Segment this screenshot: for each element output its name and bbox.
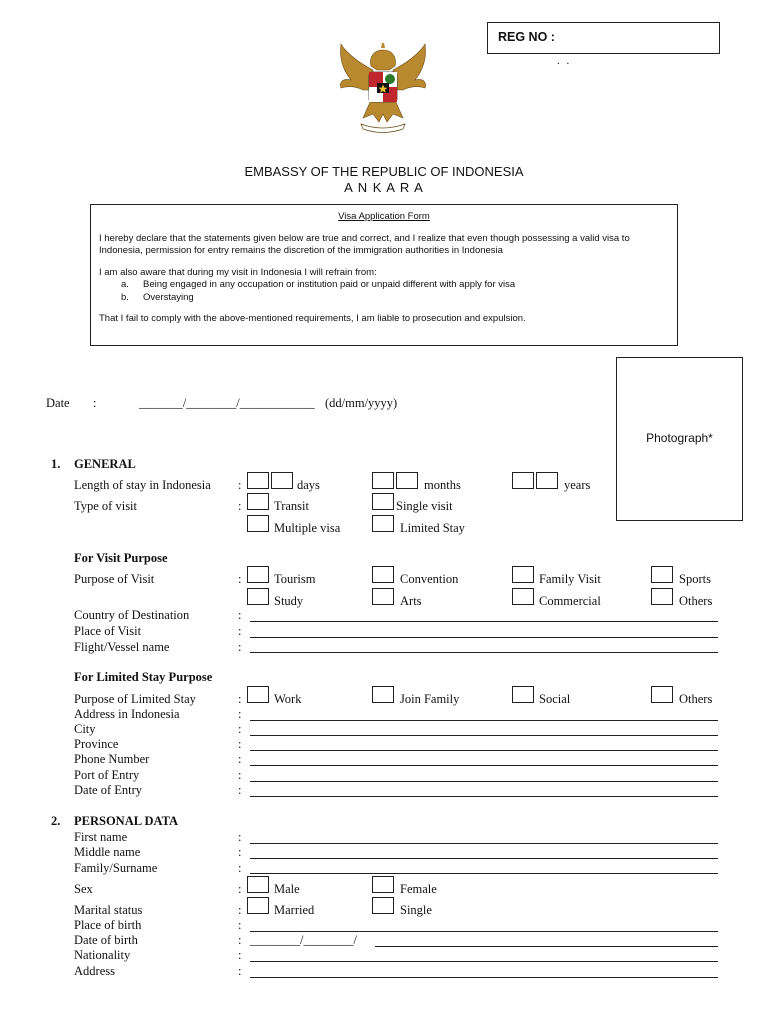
limited-others-checkbox[interactable] xyxy=(651,686,673,703)
middle-name-field[interactable] xyxy=(250,858,718,859)
female-label: Female xyxy=(400,882,437,896)
declaration-item-b: b. Overstaying xyxy=(121,291,194,303)
colon: : xyxy=(238,572,242,586)
address-field[interactable] xyxy=(250,977,718,978)
join-family-label: Join Family xyxy=(400,692,460,706)
place-of-birth-field[interactable] xyxy=(250,931,718,932)
years-digit-2-box[interactable] xyxy=(536,472,558,489)
section-general-number: 1. xyxy=(51,457,61,471)
colon: : xyxy=(238,737,242,751)
visit-others-label: Others xyxy=(679,594,713,608)
date-of-birth-label: Date of birth xyxy=(74,933,138,947)
phone-number-field[interactable] xyxy=(250,765,718,766)
middle-name-label: Middle name xyxy=(74,845,141,859)
colon: : xyxy=(238,918,242,932)
family-visit-checkbox[interactable] xyxy=(512,566,534,583)
declaration-box xyxy=(90,204,678,346)
colon: : xyxy=(238,830,242,844)
date-of-entry-label: Date of Entry xyxy=(74,783,143,797)
family-name-label: Family/Surname xyxy=(74,861,158,875)
flight-vessel-label: Flight/Vessel name xyxy=(74,640,170,654)
reg-no-label: REG NO : xyxy=(498,30,555,44)
days-digit-1-box[interactable] xyxy=(247,472,269,489)
colon: : xyxy=(238,640,242,654)
garuda-emblem-icon xyxy=(333,40,433,135)
photograph-box[interactable] xyxy=(616,357,743,521)
colon: : xyxy=(238,933,242,947)
transit-label: Transit xyxy=(274,499,309,513)
declaration-item-a: a. Being engaged in any occupation or institution paid or unpaid different with apply for visa xyxy=(121,279,516,290)
colon: : xyxy=(238,903,242,917)
declaration-para-3: That I fail to comply with the above-mentioned requirements, I am liable to prosecution and expulsion. xyxy=(99,313,526,324)
limited-stay-checkbox[interactable] xyxy=(372,515,394,532)
married-label: Married xyxy=(274,903,315,917)
visit-others-checkbox[interactable] xyxy=(651,588,673,605)
arts-label: Arts xyxy=(400,594,422,608)
first-name-label: First name xyxy=(74,830,128,844)
female-checkbox[interactable] xyxy=(372,876,394,893)
limited-others-label: Others xyxy=(679,692,713,706)
visit-type-label: Type of visit xyxy=(74,499,138,513)
study-checkbox[interactable] xyxy=(247,588,269,605)
city-field[interactable] xyxy=(250,735,718,736)
limited-stay-label: Limited Stay xyxy=(400,521,465,535)
declaration-heading: Visa Application Form xyxy=(338,211,430,222)
date-format: (dd/mm/yyyy) xyxy=(325,396,398,410)
multiple-visa-label: Multiple visa xyxy=(274,521,341,535)
colon: : xyxy=(238,768,242,782)
place-of-visit-label: Place of Visit xyxy=(74,624,142,638)
male-label: Male xyxy=(274,882,300,896)
single-visit-checkbox[interactable] xyxy=(372,493,394,510)
limited-stay-heading: For Limited Stay Purpose xyxy=(74,670,213,684)
colon: : xyxy=(238,692,242,706)
country-destination-label: Country of Destination xyxy=(74,608,190,622)
reg-no-box[interactable] xyxy=(487,22,720,54)
days-label: days xyxy=(297,478,320,492)
date-label: Date xyxy=(46,396,70,410)
colon: : xyxy=(238,948,242,962)
address-indonesia-field[interactable] xyxy=(250,720,718,721)
purpose-of-visit-label: Purpose of Visit xyxy=(74,572,155,586)
colon: : xyxy=(238,964,242,978)
single-checkbox[interactable] xyxy=(372,897,394,914)
colon: : xyxy=(238,707,242,721)
port-of-entry-field[interactable] xyxy=(250,781,718,782)
male-checkbox[interactable] xyxy=(247,876,269,893)
social-label: Social xyxy=(539,692,571,706)
single-visit-label: Single visit xyxy=(396,499,453,513)
colon: : xyxy=(238,783,242,797)
arts-checkbox[interactable] xyxy=(372,588,394,605)
commercial-checkbox[interactable] xyxy=(512,588,534,605)
married-checkbox[interactable] xyxy=(247,897,269,914)
work-checkbox[interactable] xyxy=(247,686,269,703)
date-colon: : xyxy=(93,396,97,410)
photograph-label: Photograph* xyxy=(646,431,713,445)
address-label: Address xyxy=(74,964,115,978)
colon: : xyxy=(238,499,242,513)
date-of-birth-extra-line[interactable] xyxy=(375,946,718,947)
sports-checkbox[interactable] xyxy=(651,566,673,583)
tourism-checkbox[interactable] xyxy=(247,566,269,583)
province-field[interactable] xyxy=(250,750,718,751)
place-of-visit-field[interactable] xyxy=(250,637,718,638)
section-general-title: GENERAL xyxy=(74,457,136,471)
date-field[interactable]: _______/________/____________ xyxy=(139,396,315,410)
flight-vessel-field[interactable] xyxy=(250,652,718,653)
social-checkbox[interactable] xyxy=(512,686,534,703)
sports-label: Sports xyxy=(679,572,711,586)
declaration-para-1: I hereby declare that the statements given below are true and correct, and I realize that even though possessing a valid visa to Indonesia, permission for entry remains the discretion of the immigration authorities in Indonesia xyxy=(99,232,630,256)
convention-checkbox[interactable] xyxy=(372,566,394,583)
months-digit-1-box[interactable] xyxy=(372,472,394,489)
section-personal-title: PERSONAL DATA xyxy=(74,814,179,828)
city-label: City xyxy=(74,722,96,736)
nationality-label: Nationality xyxy=(74,948,131,962)
colon: : xyxy=(238,845,242,859)
sex-label: Sex xyxy=(74,882,93,896)
country-destination-field[interactable] xyxy=(250,621,718,622)
single-label: Single xyxy=(400,903,432,917)
nationality-field[interactable] xyxy=(250,961,718,962)
colon: : xyxy=(238,861,242,875)
study-label: Study xyxy=(274,594,304,608)
join-family-checkbox[interactable] xyxy=(372,686,394,703)
colon: : xyxy=(238,722,242,736)
multiple-visa-checkbox[interactable] xyxy=(247,515,269,532)
family-visit-label: Family Visit xyxy=(539,572,601,586)
embassy-city: A N K A R A xyxy=(344,180,424,195)
colon: : xyxy=(238,608,242,622)
declaration-para-2: I am also aware that during my visit in Indonesia I will refrain from: xyxy=(99,266,377,278)
commercial-label: Commercial xyxy=(539,594,601,608)
colon: : xyxy=(238,478,242,492)
years-digit-1-box[interactable] xyxy=(512,472,534,489)
place-of-birth-label: Place of birth xyxy=(74,918,142,932)
transit-checkbox[interactable] xyxy=(247,493,269,510)
date-of-entry-field[interactable] xyxy=(250,796,718,797)
visit-purpose-heading: For Visit Purpose xyxy=(74,551,168,565)
date-of-birth-field[interactable]: ________/________/ xyxy=(250,933,357,947)
tourism-label: Tourism xyxy=(274,572,316,586)
colon: : xyxy=(238,624,242,638)
years-label: years xyxy=(564,478,591,492)
family-name-field[interactable] xyxy=(250,873,718,874)
colon: : xyxy=(238,752,242,766)
months-label: months xyxy=(424,478,461,492)
convention-label: Convention xyxy=(400,572,459,586)
section-personal-number: 2. xyxy=(51,814,61,828)
limited-purpose-label: Purpose of Limited Stay xyxy=(74,692,196,706)
stay-length-label: Length of stay in Indonesia xyxy=(74,478,211,492)
colon: : xyxy=(238,882,242,896)
first-name-field[interactable] xyxy=(250,843,718,844)
work-label: Work xyxy=(274,692,302,706)
address-indonesia-label: Address in Indonesia xyxy=(74,707,180,721)
reg-no-dots: . . xyxy=(557,55,572,67)
port-of-entry-label: Port of Entry xyxy=(74,768,140,782)
embassy-title: EMBASSY OF THE REPUBLIC OF INDONESIA xyxy=(244,164,524,179)
days-digit-2-box[interactable] xyxy=(271,472,293,489)
phone-number-label: Phone Number xyxy=(74,752,150,766)
months-digit-2-box[interactable] xyxy=(396,472,418,489)
marital-status-label: Marital status xyxy=(74,903,143,917)
province-label: Province xyxy=(74,737,119,751)
